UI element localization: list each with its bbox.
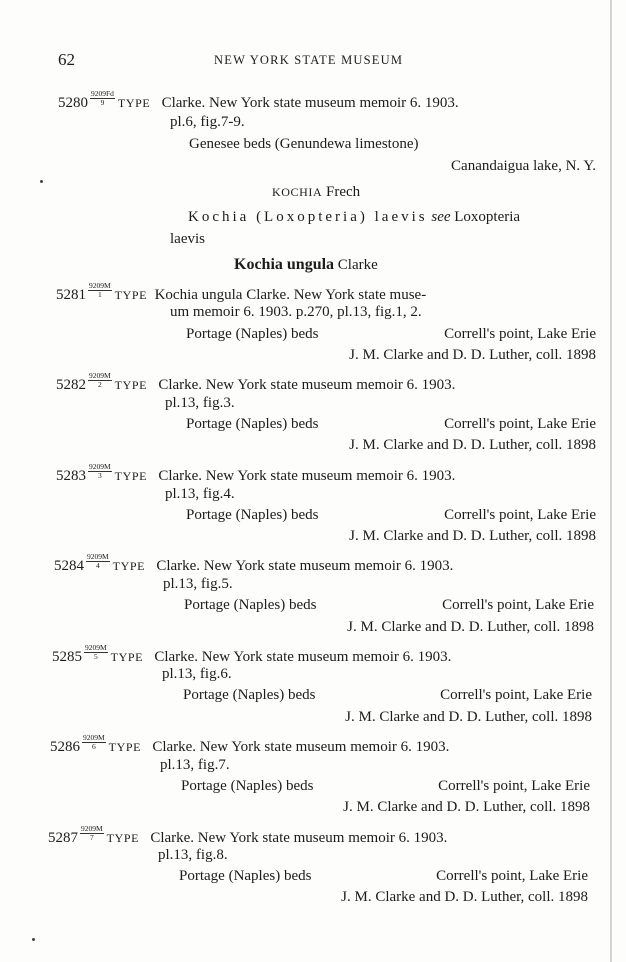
entry-collector: J. M. Clarke and D. D. Luther, coll. 1898 [345,709,592,725]
catalog-number: 5283 [56,468,86,484]
type-label: TYPE [112,559,146,573]
entry-formation: Portage (Naples) beds [179,868,312,884]
catalog-number: 5282 [56,377,86,393]
cross-ref-name: Kochia (Loxopteria) laevis [188,209,428,225]
page-number: 62 [58,50,75,69]
catalog-number: 5286 [50,739,80,755]
citation: Clarke. New York state museum memoir 6. 1903. [152,739,450,755]
entry-line1 [50,734,449,756]
entry-line1 [52,644,451,666]
entry-5280-locality: Canandaigua lake, N. Y. [451,158,596,174]
running-title: NEW YORK STATE MUSEUM [214,53,404,67]
entry-line1 [56,463,455,485]
entry-formation: Portage (Naples) beds [184,597,317,613]
entry-locality: Correll's point, Lake Erie [444,326,596,342]
cross-reference [188,208,520,226]
citation: Kochia ungula Clarke. New York state muse- [154,287,427,303]
catalog-number: 5287 [48,830,78,846]
citation: Clarke. New York state museum memoir 6. 1903. [161,95,459,111]
entry-locality: Correll's point, Lake Erie [440,687,592,703]
genus-author: Frech [326,184,361,200]
entry-line1 [48,825,447,847]
entry-collector: J. M. Clarke and D. D. Luther, coll. 1898 [349,347,596,363]
type-label: TYPE [114,378,148,392]
entry-locality: Correll's point, Lake Erie [438,778,590,794]
register-fraction: $\frac{9209M}{5}$ [85,643,107,661]
genus-name: KOCHIA [272,185,323,199]
entry-line1 [56,372,455,394]
entry-collector: J. M. Clarke and D. D. Luther, coll. 1898 [349,437,596,453]
genus-heading [272,183,360,201]
entry-formation: Portage (Naples) beds [186,326,319,342]
type-label: TYPE [106,831,140,845]
entry-line2: pl.13, fig.5. [163,576,233,592]
scan-speck [40,180,43,183]
register-fraction: $\frac{9209M}{1}$ [89,281,111,299]
catalog-number: 5285 [52,649,82,665]
type-label: TYPE [108,740,142,754]
entry-collector: J. M. Clarke and D. D. Luther, coll. 1898 [341,889,588,905]
species-heading [234,256,378,274]
page-edge-shadow [610,0,612,962]
entry-5280-plate: pl.6, fig.7-9. [170,114,245,130]
scan-speck [32,938,35,941]
species-name: Kochia ungula [234,256,335,273]
entry-line2: um memoir 6. 1903. p.270, pl.13, fig.1, 2. [170,304,422,320]
register-fraction: $\frac{9209Fd}{9}$ [91,89,114,107]
catalog-number: 5284 [54,558,84,574]
citation: Clarke. New York state museum memoir 6. 1903. [156,558,454,574]
species-author: Clarke [337,257,378,273]
cross-ref-line2: laevis [170,231,205,247]
register-fraction: $\frac{9209M}{7}$ [81,824,103,842]
register-fraction: $\frac{9209M}{6}$ [83,733,105,751]
entry-formation: Portage (Naples) beds [186,507,319,523]
entry-5280-formation: Genesee beds (Genundewa limestone) [189,136,419,152]
entry-5280-line1 [58,90,459,112]
entry-line2: pl.13, fig.4. [165,486,235,502]
see-label: see [431,209,451,225]
entry-locality: Correll's point, Lake Erie [444,416,596,432]
entry-collector: J. M. Clarke and D. D. Luther, coll. 1898 [343,799,590,815]
register-fraction: $\frac{9209M}{2}$ [89,371,111,389]
entry-locality: Correll's point, Lake Erie [442,597,594,613]
entry-line1 [56,282,426,304]
entry-locality: Correll's point, Lake Erie [436,868,588,884]
entry-line2: pl.13, fig.6. [162,666,232,682]
type-label: TYPE [114,288,148,302]
catalog-number: 5281 [56,287,86,303]
citation: Clarke. New York state museum memoir 6. 1903. [154,649,452,665]
cross-ref-target: Loxopteria [454,209,521,225]
entry-line2: pl.13, fig.8. [158,847,228,863]
citation: Clarke. New York state museum memoir 6. 1903. [158,377,456,393]
entry-formation: Portage (Naples) beds [186,416,319,432]
entry-locality: Correll's point, Lake Erie [444,507,596,523]
page-header [0,50,626,72]
entry-collector: J. M. Clarke and D. D. Luther, coll. 1898 [349,528,596,544]
register-fraction: $\frac{9209M}{4}$ [87,552,109,570]
citation: Clarke. New York state museum memoir 6. 1903. [158,468,456,484]
type-label: TYPE [117,96,151,110]
entry-line2: pl.13, fig.3. [165,395,235,411]
entry-line2: pl.13, fig.7. [160,757,230,773]
entry-line1 [54,553,453,575]
type-label: TYPE [114,469,148,483]
citation: Clarke. New York state museum memoir 6. 1903. [150,830,448,846]
register-fraction: $\frac{9209M}{3}$ [89,462,111,480]
type-label: TYPE [110,650,144,664]
entry-formation: Portage (Naples) beds [181,778,314,794]
entry-collector: J. M. Clarke and D. D. Luther, coll. 1898 [347,619,594,635]
catalog-number: 5280 [58,95,88,111]
entry-formation: Portage (Naples) beds [183,687,316,703]
